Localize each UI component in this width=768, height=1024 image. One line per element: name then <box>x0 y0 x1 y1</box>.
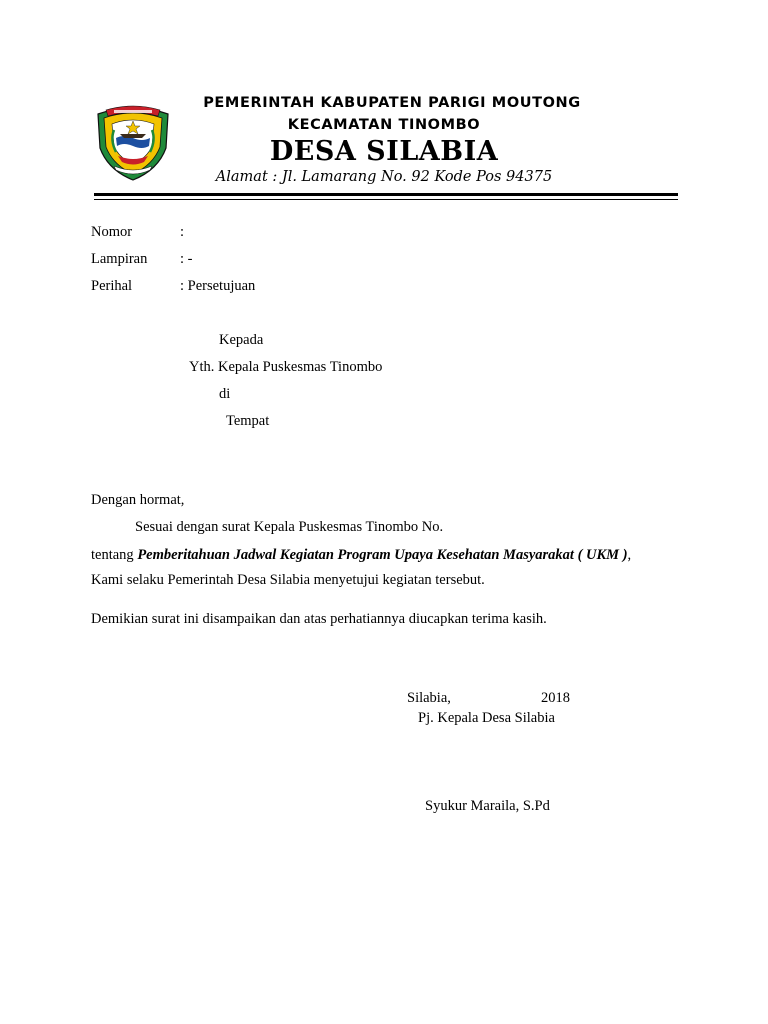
letterhead-district: KECAMATAN TINOMBO <box>287 117 481 133</box>
perihal-label: Perihal <box>91 278 133 294</box>
body-subject-emphasis: Pemberitahuan Jadwal Kegiatan Program Upaya Kesehatan Masyarakat ( UKM ) <box>137 547 628 563</box>
recipient-kepada: Kepada <box>219 332 264 348</box>
letterhead-rule-thick <box>94 193 678 196</box>
body-paragraph-line-2 <box>91 548 631 563</box>
perihal-value: : Persetujuan <box>180 278 256 294</box>
signature-name: Syukur Maraila, S.Pd <box>425 798 550 814</box>
salutation: Dengan hormat, <box>91 492 185 508</box>
body-tentang: tentang <box>91 547 138 563</box>
signature-title: Pj. Kepala Desa Silabia <box>418 710 555 726</box>
letterhead-rule-thin <box>94 199 678 200</box>
recipient-di: di <box>219 386 231 402</box>
lampiran-label: Lampiran <box>91 251 148 267</box>
letterhead-village: DESA SILABIA <box>269 136 499 167</box>
recipient-name: Yth. Kepala Puskesmas Tinombo <box>189 359 383 375</box>
letterhead-address: Alamat : Jl. Lamarang No. 92 Kode Pos 94375 <box>215 169 553 185</box>
recipient-tempat: Tempat <box>226 413 270 429</box>
nomor-value: : <box>180 224 185 240</box>
signature-place: Silabia, <box>407 690 451 706</box>
lampiran-value: : - <box>180 251 193 267</box>
nomor-label: Nomor <box>91 224 133 240</box>
letterhead-government: PEMERINTAH KABUPATEN PARIGI MOUTONG <box>203 95 581 111</box>
closing-sentence: Demikian surat ini disampaikan dan atas perhatiannya diucapkan terima kasih. <box>91 611 547 627</box>
body-paragraph-line-3: Kami selaku Pemerintah Desa Silabia menyetujui kegiatan tersebut. <box>91 572 485 588</box>
signature-year: 2018 <box>541 690 570 706</box>
body-comma: , <box>627 547 632 563</box>
body-paragraph-line-1: Sesuai dengan surat Kepala Puskesmas Tinombo No. <box>135 519 444 535</box>
